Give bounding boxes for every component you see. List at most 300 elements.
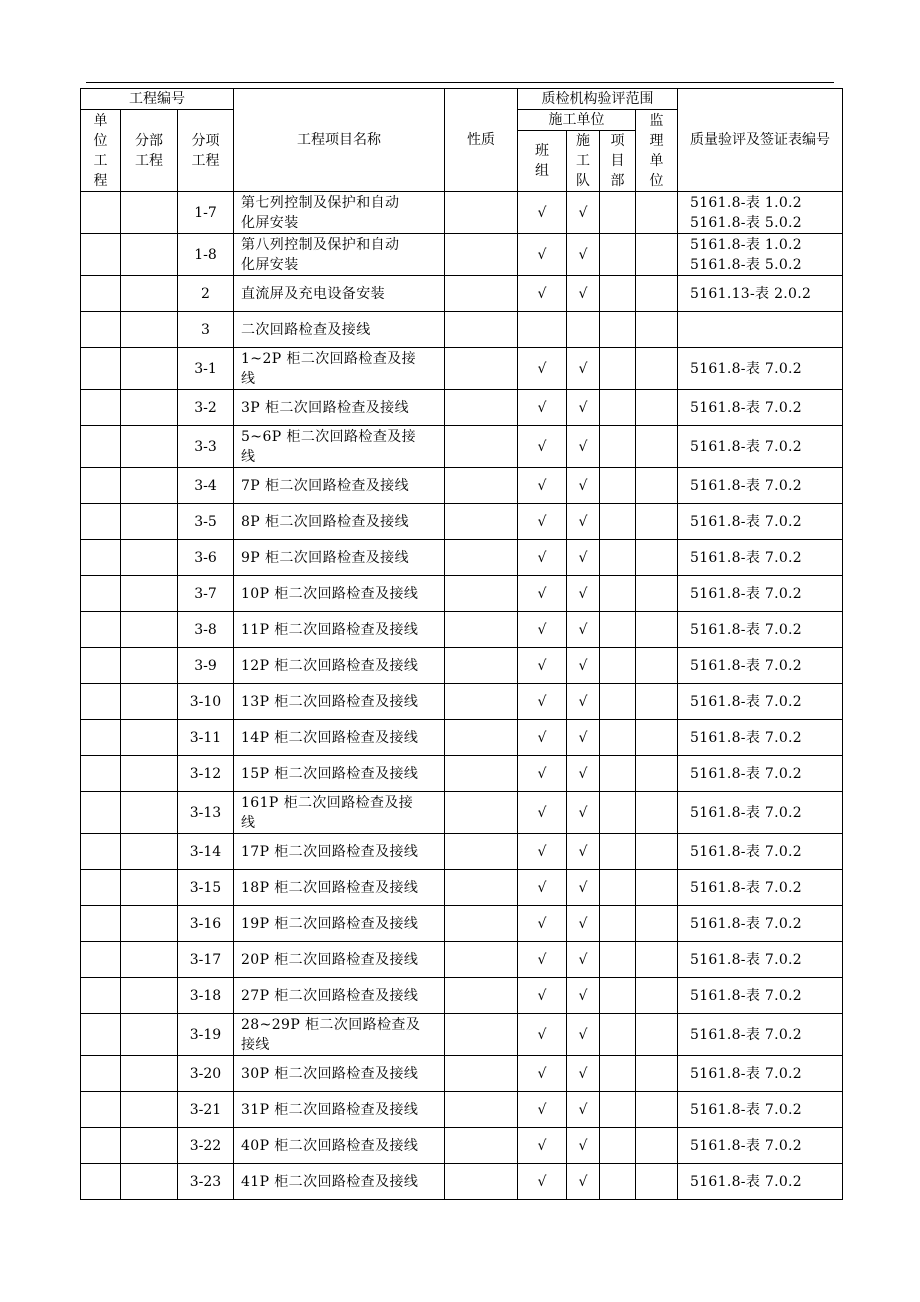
header-text-line: 工 [576, 153, 590, 169]
project-dept-cell [600, 834, 636, 870]
division-project-cell [121, 792, 178, 834]
division-project-cell [121, 426, 178, 468]
form-number-cell [678, 1128, 843, 1164]
form-number-cell [678, 576, 843, 612]
brigade-check-cell: √ [567, 870, 600, 906]
header-text-line: 组 [535, 163, 549, 179]
division-project-cell [121, 720, 178, 756]
supervision-cell [636, 504, 678, 540]
header-row-1 [81, 89, 843, 110]
team-check-cell: √ [518, 720, 567, 756]
subitem-id-cell: 3-13 [178, 792, 234, 834]
unit-project-cell [81, 906, 121, 942]
project-dept-cell [600, 234, 636, 276]
team-header [518, 131, 567, 192]
cell-text-line: 1~2P 柜二次回路检查及接 [241, 350, 417, 367]
item-name-cell [234, 312, 445, 348]
unit-project-header [81, 110, 121, 192]
subitem-id-cell: 3-22 [178, 1128, 234, 1164]
brigade-check-cell: √ [567, 390, 600, 426]
project-dept-cell [600, 390, 636, 426]
subitem-id-cell: 3-16 [178, 906, 234, 942]
cell-text-line: 直流屏及充电设备安装 [241, 285, 385, 302]
table-row [81, 684, 843, 720]
division-project-cell [121, 834, 178, 870]
form-number-header: 质量验评及签证表编号 [678, 89, 843, 192]
team-check-cell: √ [518, 1056, 567, 1092]
brigade-check-cell: √ [567, 684, 600, 720]
brigade-check-cell: √ [567, 576, 600, 612]
project-dept-cell [600, 870, 636, 906]
project-dept-header [600, 131, 636, 192]
unit-project-cell [81, 504, 121, 540]
item-name-cell [234, 468, 445, 504]
brigade-check-cell: √ [567, 792, 600, 834]
cell-text-line: 5161.8-表 7.0.2 [690, 585, 802, 602]
subitem-id-cell: 3-2 [178, 390, 234, 426]
brigade-check-cell: √ [567, 1056, 600, 1092]
table-row [81, 612, 843, 648]
brigade-check-cell: √ [567, 906, 600, 942]
supervision-cell [636, 576, 678, 612]
cell-text-line: 5~6P 柜二次回路检查及接 [241, 428, 417, 445]
supervision-cell [636, 834, 678, 870]
cell-text-line: 5161.8-表 7.0.2 [690, 951, 802, 968]
subitem-id-cell: 3-20 [178, 1056, 234, 1092]
cell-text-line: 19P 柜二次回路检查及接线 [241, 915, 419, 932]
nature-cell [445, 720, 518, 756]
team-check-cell: √ [518, 648, 567, 684]
supervision-cell [636, 426, 678, 468]
form-number-cell [678, 390, 843, 426]
subitem-id-cell: 3-1 [178, 348, 234, 390]
unit-project-cell [81, 720, 121, 756]
cell-text-line: 线 [241, 448, 256, 465]
nature-cell [445, 684, 518, 720]
form-number-cell [678, 1092, 843, 1128]
construction-unit-header: 施工单位 [518, 110, 636, 131]
brigade-check-cell: √ [567, 504, 600, 540]
subitem-id-cell: 3-18 [178, 978, 234, 1014]
unit-project-cell [81, 540, 121, 576]
item-name-cell [234, 1128, 445, 1164]
table-row [81, 720, 843, 756]
team-check-cell: √ [518, 426, 567, 468]
unit-project-cell [81, 942, 121, 978]
cell-text-line: 5161.8-表 7.0.2 [690, 1065, 802, 1082]
team-check-cell: √ [518, 1164, 567, 1200]
item-name-cell [234, 1014, 445, 1056]
subitem-id-cell: 1-7 [178, 192, 234, 234]
supervision-cell [636, 1056, 678, 1092]
brigade-check-cell: √ [567, 234, 600, 276]
nature-cell [445, 390, 518, 426]
cell-text-line: 15P 柜二次回路检查及接线 [241, 765, 419, 782]
supervision-cell [636, 192, 678, 234]
item-name-cell [234, 576, 445, 612]
nature-cell [445, 576, 518, 612]
team-check-cell: √ [518, 192, 567, 234]
cell-text-line: 5161.8-表 1.0.2 [690, 236, 802, 253]
supervision-cell [636, 234, 678, 276]
cell-text-line: 第八列控制及保护和自动 [241, 236, 400, 253]
nature-cell [445, 1014, 518, 1056]
unit-project-cell [81, 978, 121, 1014]
supervision-cell [636, 792, 678, 834]
unit-project-cell [81, 348, 121, 390]
unit-project-cell [81, 648, 121, 684]
form-number-cell [678, 648, 843, 684]
form-number-cell [678, 1164, 843, 1200]
subitem-id-cell: 3-12 [178, 756, 234, 792]
cell-text-line: 5161.8-表 7.0.2 [690, 765, 802, 782]
team-check-cell: √ [518, 978, 567, 1014]
cell-text-line: 5161.8-表 1.0.2 [690, 194, 802, 211]
subitem-id-cell: 3-7 [178, 576, 234, 612]
header-text-line: 位 [649, 172, 664, 189]
form-number-cell [678, 348, 843, 390]
unit-project-cell [81, 834, 121, 870]
project-code-header: 工程编号 [81, 89, 234, 110]
header-text-line: 程 [93, 172, 108, 189]
table-row [81, 192, 843, 234]
cell-text-line: 5161.8-表 7.0.2 [690, 621, 802, 638]
form-number-cell [678, 426, 843, 468]
project-dept-cell [600, 540, 636, 576]
subitem-id-cell: 2 [178, 276, 234, 312]
division-project-cell [121, 684, 178, 720]
project-dept-cell [600, 792, 636, 834]
supervision-cell [636, 312, 678, 348]
brigade-check-cell: √ [567, 1092, 600, 1128]
supervision-cell [636, 978, 678, 1014]
nature-cell [445, 234, 518, 276]
project-dept-cell [600, 1014, 636, 1056]
brigade-check-cell: √ [567, 648, 600, 684]
project-dept-cell [600, 942, 636, 978]
cell-text-line: 31P 柜二次回路检查及接线 [241, 1101, 419, 1118]
team-check-cell: √ [518, 756, 567, 792]
cell-text-line: 3P 柜二次回路检查及接线 [241, 399, 409, 416]
cell-text-line: 5161.8-表 7.0.2 [690, 693, 802, 710]
item-name-cell [234, 906, 445, 942]
project-dept-cell [600, 504, 636, 540]
nature-cell [445, 312, 518, 348]
cell-text-line: 5161.8-表 7.0.2 [690, 657, 802, 674]
subitem-id-cell: 3-9 [178, 648, 234, 684]
header-text-line: 队 [576, 173, 590, 189]
table-row [81, 390, 843, 426]
header-text-line: 工程 [135, 152, 163, 169]
form-number-cell [678, 234, 843, 276]
form-number-cell [678, 870, 843, 906]
item-name-cell [234, 942, 445, 978]
cell-text-line: 线 [241, 370, 256, 387]
supervision-unit-header [636, 110, 678, 192]
subitem-id-cell: 3-21 [178, 1092, 234, 1128]
table-row [81, 468, 843, 504]
cell-text-line: 5161.8-表 7.0.2 [690, 987, 802, 1004]
team-check-cell: √ [518, 1014, 567, 1056]
brigade-check-cell: √ [567, 192, 600, 234]
team-check-cell: √ [518, 468, 567, 504]
form-number-cell [678, 978, 843, 1014]
nature-cell [445, 942, 518, 978]
division-project-cell [121, 906, 178, 942]
nature-cell [445, 978, 518, 1014]
subitem-id-cell: 3-11 [178, 720, 234, 756]
subitem-id-cell: 3-3 [178, 426, 234, 468]
cell-text-line: 5161.8-表 5.0.2 [690, 256, 802, 273]
nature-cell [445, 192, 518, 234]
cell-text-line: 5161.8-表 7.0.2 [690, 549, 802, 566]
item-name-cell [234, 1164, 445, 1200]
unit-project-cell [81, 576, 121, 612]
brigade-check-cell: √ [567, 756, 600, 792]
subitem-id-cell: 3-19 [178, 1014, 234, 1056]
brigade-check-cell: √ [567, 1014, 600, 1056]
supervision-cell [636, 348, 678, 390]
item-name-cell [234, 348, 445, 390]
table-row [81, 648, 843, 684]
form-number-cell [678, 504, 843, 540]
item-name-cell [234, 720, 445, 756]
cell-text-line: 5161.8-表 7.0.2 [690, 843, 802, 860]
cell-text-line: 11P 柜二次回路检查及接线 [241, 621, 419, 638]
table-row [81, 906, 843, 942]
nature-cell [445, 1056, 518, 1092]
form-number-cell [678, 756, 843, 792]
supervision-cell [636, 648, 678, 684]
form-number-cell [678, 468, 843, 504]
nature-cell [445, 348, 518, 390]
unit-project-cell [81, 612, 121, 648]
team-check-cell [518, 312, 567, 348]
nature-cell [445, 906, 518, 942]
cell-text-line: 5161.8-表 7.0.2 [690, 1173, 802, 1190]
division-project-cell [121, 1092, 178, 1128]
item-name-cell [234, 792, 445, 834]
form-number-cell [678, 192, 843, 234]
division-project-cell [121, 612, 178, 648]
cell-text-line: 5161.8-表 7.0.2 [690, 1137, 802, 1154]
cell-text-line: 8P 柜二次回路检查及接线 [241, 513, 409, 530]
cell-text-line: 161P 柜二次回路检查及接 [241, 794, 414, 811]
supervision-cell [636, 1092, 678, 1128]
table-row [81, 348, 843, 390]
supervision-cell [636, 1128, 678, 1164]
form-number-cell [678, 720, 843, 756]
table-row [81, 576, 843, 612]
team-check-cell: √ [518, 906, 567, 942]
division-project-cell [121, 468, 178, 504]
header-text-line: 班 [535, 143, 549, 159]
team-check-cell: √ [518, 834, 567, 870]
team-check-cell: √ [518, 942, 567, 978]
unit-project-cell [81, 390, 121, 426]
nature-cell [445, 504, 518, 540]
division-project-cell [121, 1014, 178, 1056]
item-name-cell [234, 540, 445, 576]
table-row [81, 1056, 843, 1092]
cell-text-line: 30P 柜二次回路检查及接线 [241, 1065, 419, 1082]
supervision-cell [636, 540, 678, 576]
brigade-check-cell: √ [567, 276, 600, 312]
division-project-cell [121, 978, 178, 1014]
table-row [81, 312, 843, 348]
header-text-line: 单 [93, 112, 108, 129]
item-name-cell [234, 390, 445, 426]
cell-text-line: 5161.8-表 7.0.2 [690, 729, 802, 746]
form-number-cell [678, 312, 843, 348]
nature-cell [445, 792, 518, 834]
item-name-cell [234, 870, 445, 906]
subitem-id-cell: 3-15 [178, 870, 234, 906]
division-project-cell [121, 756, 178, 792]
project-dept-cell [600, 1128, 636, 1164]
table-row [81, 1128, 843, 1164]
project-dept-cell [600, 276, 636, 312]
supervision-cell [636, 870, 678, 906]
subitem-id-cell: 3-10 [178, 684, 234, 720]
header-text-line: 理 [649, 132, 664, 149]
brigade-check-cell [567, 312, 600, 348]
subitem-id-cell: 3-8 [178, 612, 234, 648]
project-dept-cell [600, 978, 636, 1014]
supervision-cell [636, 756, 678, 792]
cell-text-line: 5161.8-表 7.0.2 [690, 879, 802, 896]
project-dept-cell [600, 756, 636, 792]
cell-text-line: 5161.8-表 7.0.2 [690, 1026, 802, 1043]
table-row [81, 1164, 843, 1200]
qc-scope-header: 质检机构验评范围 [518, 89, 678, 110]
subitem-id-cell: 3-5 [178, 504, 234, 540]
item-name-cell [234, 426, 445, 468]
cell-text-line: 18P 柜二次回路检查及接线 [241, 879, 419, 896]
cell-text-line: 接线 [241, 1036, 270, 1053]
unit-project-cell [81, 1128, 121, 1164]
cell-text-line: 化屏安装 [241, 214, 299, 231]
cell-text-line: 5161.8-表 7.0.2 [690, 438, 802, 455]
division-project-cell [121, 192, 178, 234]
item-name-cell [234, 684, 445, 720]
item-name-cell [234, 978, 445, 1014]
nature-cell [445, 648, 518, 684]
form-number-cell [678, 792, 843, 834]
table-row [81, 276, 843, 312]
nature-cell [445, 756, 518, 792]
item-name-cell [234, 756, 445, 792]
supervision-cell [636, 612, 678, 648]
subitem-id-cell: 3-23 [178, 1164, 234, 1200]
cell-text-line: 14P 柜二次回路检查及接线 [241, 729, 419, 746]
construction-brigade-header [567, 131, 600, 192]
table-row [81, 504, 843, 540]
top-rule [86, 82, 834, 83]
table-row [81, 834, 843, 870]
brigade-check-cell: √ [567, 468, 600, 504]
unit-project-cell [81, 1164, 121, 1200]
project-dept-cell [600, 906, 636, 942]
form-number-cell [678, 906, 843, 942]
cell-text-line: 第七列控制及保护和自动 [241, 194, 400, 211]
team-check-cell: √ [518, 348, 567, 390]
brigade-check-cell: √ [567, 348, 600, 390]
unit-project-cell [81, 1014, 121, 1056]
table-row [81, 234, 843, 276]
division-project-cell [121, 312, 178, 348]
unit-project-cell [81, 234, 121, 276]
brigade-check-cell: √ [567, 1164, 600, 1200]
cell-text-line: 17P 柜二次回路检查及接线 [241, 843, 419, 860]
header-text-line: 施 [576, 133, 590, 149]
cell-text-line: 5161.8-表 7.0.2 [690, 360, 802, 377]
unit-project-cell [81, 756, 121, 792]
cell-text-line: 5161.8-表 7.0.2 [690, 915, 802, 932]
cell-text-line: 7P 柜二次回路检查及接线 [241, 477, 409, 494]
team-check-cell: √ [518, 234, 567, 276]
cell-text-line: 13P 柜二次回路检查及接线 [241, 693, 419, 710]
supervision-cell [636, 720, 678, 756]
nature-cell [445, 834, 518, 870]
unit-project-cell [81, 870, 121, 906]
cell-text-line: 5161.13-表 2.0.2 [690, 285, 812, 302]
header-text-line: 分部 [135, 132, 163, 149]
header-text-line: 部 [610, 173, 625, 189]
cell-text-line: 27P 柜二次回路检查及接线 [241, 987, 419, 1004]
division-project-cell [121, 648, 178, 684]
team-check-cell: √ [518, 612, 567, 648]
unit-project-cell [81, 192, 121, 234]
unit-project-cell [81, 468, 121, 504]
division-project-cell [121, 870, 178, 906]
unit-project-cell [81, 1056, 121, 1092]
division-project-cell [121, 1128, 178, 1164]
cell-text-line: 二次回路检查及接线 [241, 321, 371, 338]
supervision-cell [636, 390, 678, 426]
team-check-cell: √ [518, 540, 567, 576]
nature-header: 性质 [445, 89, 518, 192]
brigade-check-cell: √ [567, 720, 600, 756]
unit-project-cell [81, 684, 121, 720]
team-check-cell: √ [518, 1128, 567, 1164]
project-dept-cell [600, 1164, 636, 1200]
brigade-check-cell: √ [567, 426, 600, 468]
cell-text-line: 5161.8-表 7.0.2 [690, 513, 802, 530]
division-project-header [121, 110, 178, 192]
project-dept-cell [600, 684, 636, 720]
project-dept-cell [600, 192, 636, 234]
form-number-cell [678, 276, 843, 312]
table-row [81, 756, 843, 792]
division-project-cell [121, 348, 178, 390]
header-text-line: 分项 [191, 132, 220, 149]
form-number-cell [678, 540, 843, 576]
project-dept-cell [600, 348, 636, 390]
cell-text-line: 41P 柜二次回路检查及接线 [241, 1173, 419, 1190]
division-project-cell [121, 234, 178, 276]
division-project-cell [121, 276, 178, 312]
brigade-check-cell: √ [567, 834, 600, 870]
form-number-cell [678, 1056, 843, 1092]
team-check-cell: √ [518, 792, 567, 834]
subitem-id-cell: 3-14 [178, 834, 234, 870]
cell-text-line: 10P 柜二次回路检查及接线 [241, 585, 419, 602]
cell-text-line: 5161.8-表 5.0.2 [690, 214, 802, 231]
form-number-cell [678, 942, 843, 978]
subitem-id-cell: 3 [178, 312, 234, 348]
header-text-line: 监 [649, 112, 664, 129]
